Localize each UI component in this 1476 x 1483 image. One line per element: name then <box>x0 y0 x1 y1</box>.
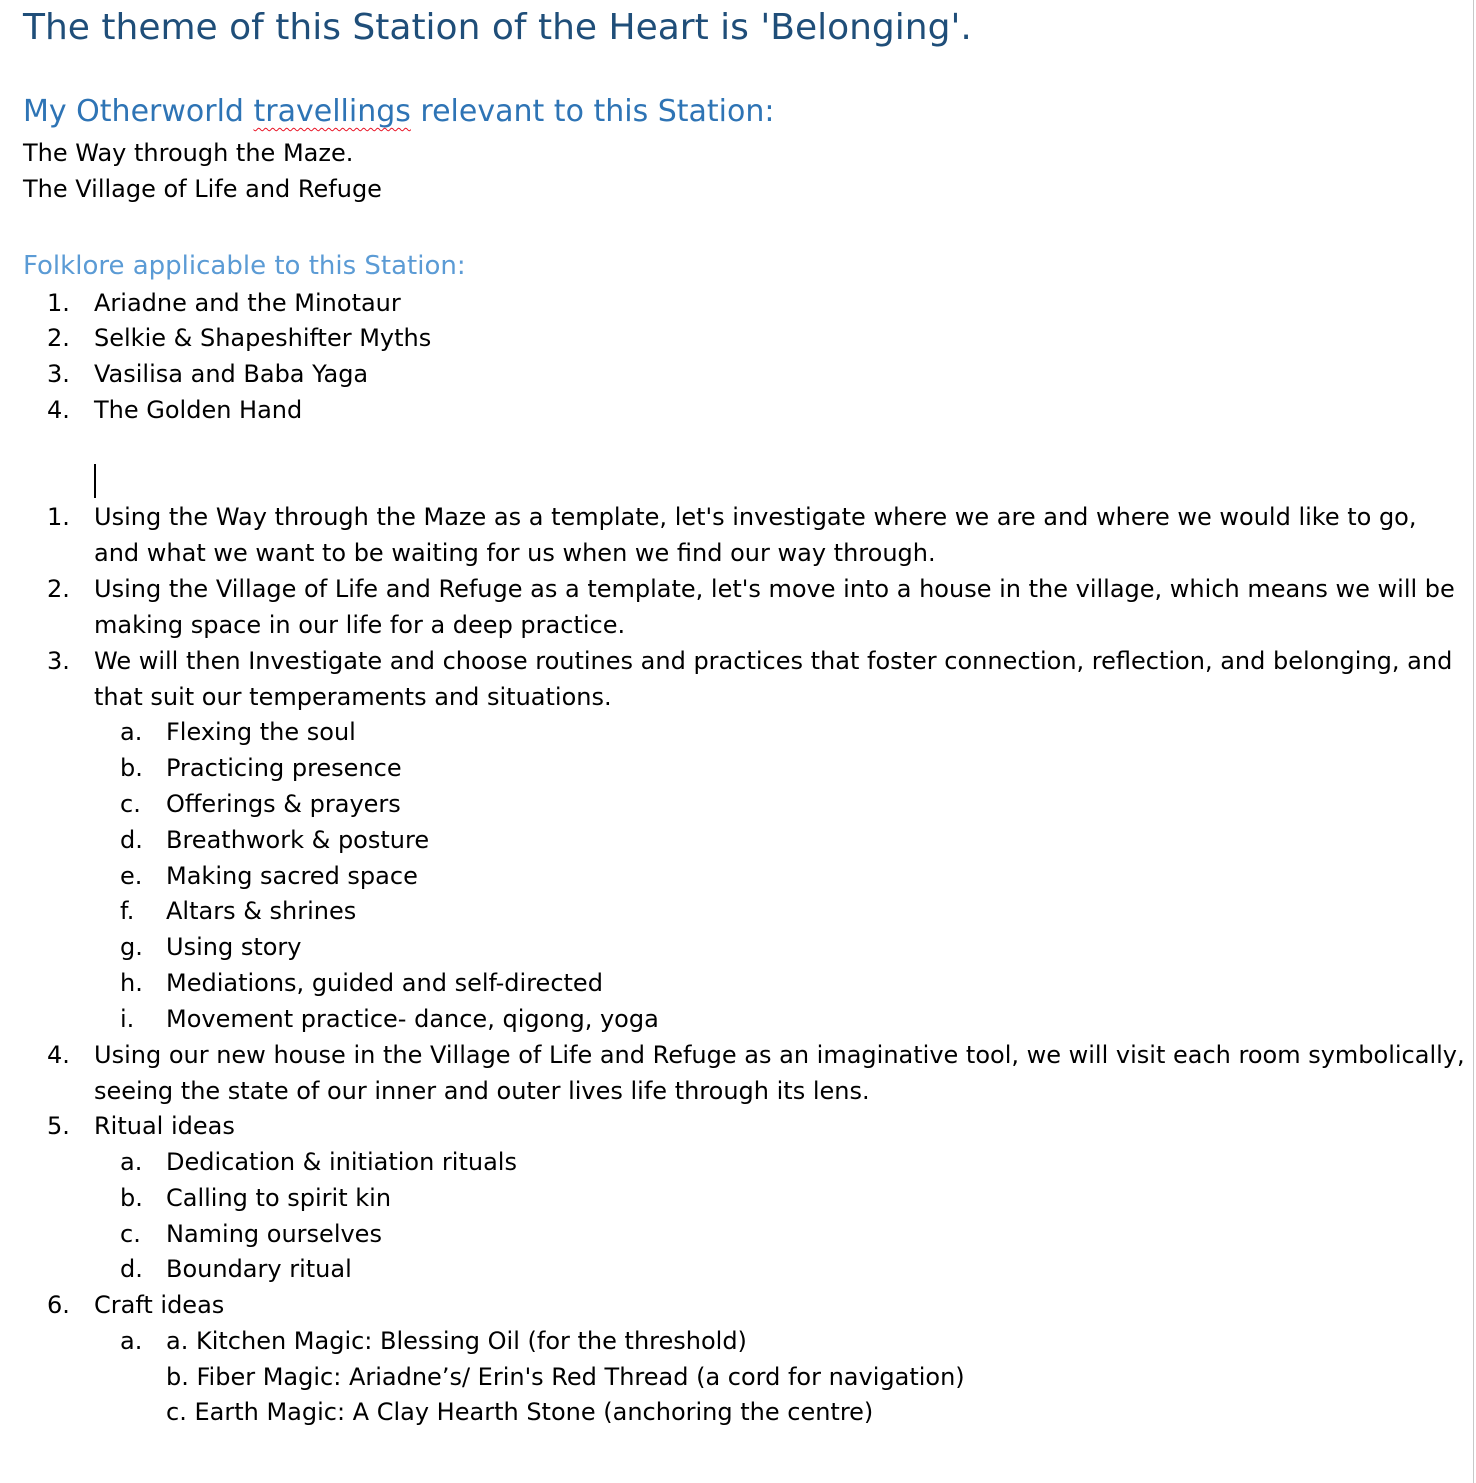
list-text: Naming ourselves <box>166 1220 382 1248</box>
text-cursor <box>94 464 96 498</box>
list-number: 3. <box>47 647 70 675</box>
list-letter: i. <box>120 1005 135 1033</box>
list-text: The Golden Hand <box>94 396 303 424</box>
list-text: Using the Village of Life and Refuge as a template, let's move into a house in the village, which means we will be making space in our life for a deep practice. <box>94 575 1455 639</box>
list-letter: c. <box>120 1220 141 1248</box>
list-text: Flexing the soul <box>166 718 356 746</box>
list-letter: a. <box>120 718 143 746</box>
list-text: a. Kitchen Magic: Blessing Oil (for the threshold) <box>166 1327 747 1355</box>
travelling-line: The Way through the Maze. <box>23 139 354 167</box>
list-number: 5. <box>47 1112 70 1140</box>
misspelled-word[interactable]: travellings <box>253 94 411 129</box>
list-letter: e. <box>120 862 143 890</box>
list-letter: d. <box>120 1255 143 1283</box>
list-text: Altars & shrines <box>166 897 357 925</box>
list-letter: c. <box>120 790 141 818</box>
list-text: Vasilisa and Baba Yaga <box>94 360 369 388</box>
folklore-heading: Folklore applicable to this Station: <box>23 251 466 281</box>
list-letter: g. <box>120 933 143 961</box>
list-letter: a. <box>120 1327 143 1355</box>
list-letter: d. <box>120 826 143 854</box>
list-text: Using our new house in the Village of Life and Refuge as an imaginative tool, we will visit each room symbolically, seeing the state of our inner and outer lives life through its lens. <box>94 1041 1465 1105</box>
list-letter: f. <box>120 897 135 925</box>
document-title: The theme of this Station of the Heart is 'Belonging'. <box>23 7 972 48</box>
list-text: Practicing presence <box>166 754 402 782</box>
list-text: Offerings & prayers <box>166 790 401 818</box>
travellings-heading <box>23 92 775 132</box>
list-letter: b. <box>120 754 143 782</box>
list-text: Using the Way through the Maze as a template, let's investigate where we are and where we would like to go, and what we want to be waiting for us when we find our way through. <box>94 503 1417 567</box>
list-text: Ritual ideas <box>94 1112 235 1140</box>
travellings-heading-end: relevant to this Station: <box>410 94 775 129</box>
travelling-line: The Village of Life and Refuge <box>23 175 382 203</box>
list-number: 1. <box>47 503 70 531</box>
list-number: 6. <box>47 1291 70 1319</box>
list-number: 3. <box>47 360 70 388</box>
list-letter: a. <box>120 1148 143 1176</box>
travellings-heading-start: My Otherworld <box>23 94 254 129</box>
list-number: 2. <box>47 324 70 352</box>
list-text: Using story <box>166 933 302 961</box>
list-number: 4. <box>47 396 70 424</box>
page-edge <box>1473 0 1474 1483</box>
list-text: Dedication & initiation rituals <box>166 1148 517 1176</box>
list-text: Breathwork & posture <box>166 826 430 854</box>
list-text: Movement practice- dance, qigong, yoga <box>166 1005 659 1033</box>
list-letter: h. <box>120 969 143 997</box>
list-text: Craft ideas <box>94 1291 225 1319</box>
list-text: Making sacred space <box>166 862 418 890</box>
list-text: b. Fiber Magic: Ariadne’s/ Erin's Red Thread (a cord for navigation) <box>166 1363 965 1391</box>
list-number: 2. <box>47 575 70 603</box>
list-letter: b. <box>120 1184 143 1212</box>
list-text: Boundary ritual <box>166 1255 352 1283</box>
list-text: Ariadne and the Minotaur <box>94 289 401 317</box>
list-number: 1. <box>47 289 70 317</box>
list-text: c. Earth Magic: A Clay Hearth Stone (anchoring the centre) <box>166 1398 874 1426</box>
list-text: Selkie & Shapeshifter Myths <box>94 324 432 352</box>
list-text: Calling to spirit kin <box>166 1184 392 1212</box>
list-number: 4. <box>47 1041 70 1069</box>
list-text: Mediations, guided and self-directed <box>166 969 603 997</box>
list-text: We will then Investigate and choose routines and practices that foster connection, reflection, and belonging, and that suit our temperaments and situations. <box>94 647 1453 711</box>
